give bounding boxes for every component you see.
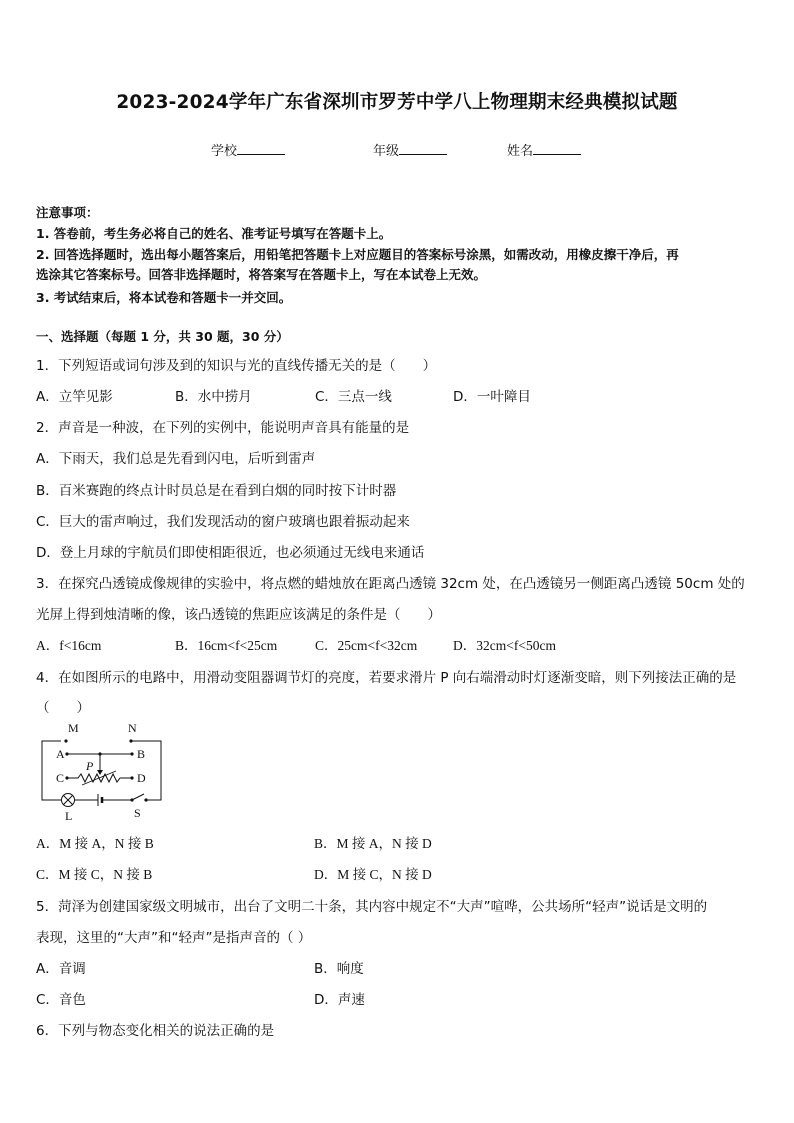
- question-stem: 3．在探究凸透镜成像规律的实验中，将点燃的蜡烛放在距离凸透镜 32cm 处，在凸透镜另一侧距离凸透镜 50cm 处的: [36, 576, 745, 592]
- slider-arrow: [97, 770, 103, 775]
- grade-blank[interactable]: [399, 142, 447, 155]
- question-stem: 4．在如图所示的电路中，用滑动变阻器调节灯的亮度，若要求滑片 P 向右端滑动时灯逐渐变暗，则下列接法正确的是: [36, 670, 737, 686]
- note-item: 2. 回答选择题时，选出每小题答案后，用铅笔把答题卡上对应题目的答案标号涂黑，如需改动，用橡皮擦干净后，再: [36, 247, 679, 262]
- notes-heading: 注意事项：: [36, 205, 99, 220]
- option-b[interactable]: B．水中捞月: [175, 389, 252, 405]
- option-b[interactable]: B．M 接 A，N 接 D: [314, 836, 432, 851]
- option-d[interactable]: D．声速: [314, 992, 365, 1008]
- question-stem: 5．菏泽为创建国家级文明城市，出台了文明二十条，其内容中规定不“大声”喧哗，公共场所“轻声”说话是文明的: [36, 899, 708, 915]
- grade-label: 年级: [373, 144, 400, 159]
- option-a[interactable]: A．下雨天，我们总是先看到闪电，后听到雷声: [36, 451, 316, 467]
- label-m: M: [68, 721, 79, 735]
- option-d[interactable]: D．M 接 C，N 接 D: [314, 867, 432, 882]
- option-a[interactable]: A．音调: [36, 961, 86, 977]
- circuit-diagram: [36, 718, 166, 824]
- option-a[interactable]: A．f<16cm: [36, 638, 102, 653]
- label-l: L: [65, 809, 73, 823]
- option-d[interactable]: D．登上月球的宇航员们即使相距很近，也必须通过无线电来通话: [36, 545, 425, 561]
- label-b: B: [137, 747, 146, 761]
- option-a[interactable]: A．立竿见影: [36, 389, 113, 405]
- option-b[interactable]: B．百米赛跑的终点计时员总是在看到白烟的同时按下计时器: [36, 483, 397, 499]
- school-blank[interactable]: [237, 142, 285, 155]
- terminal-m: [64, 739, 67, 742]
- grade-field[interactable]: [373, 140, 447, 159]
- terminal-n: [129, 739, 132, 742]
- option-a[interactable]: A．M 接 A，N 接 B: [36, 836, 154, 851]
- label-c: C: [56, 771, 65, 785]
- name-field[interactable]: [507, 140, 581, 159]
- label-a: A: [56, 747, 65, 761]
- option-c[interactable]: C．M 接 C，N 接 B: [36, 867, 153, 882]
- note-item: 3. 考试结束后，将本试卷和答题卡一并交回。: [36, 290, 292, 305]
- question-stem: 1．下列短语或词句涉及到的知识与光的直线传播无关的是（ ）: [36, 358, 437, 374]
- school-field[interactable]: [211, 140, 285, 159]
- label-d: D: [137, 771, 146, 785]
- option-c[interactable]: C．三点一线: [315, 389, 392, 405]
- question-stem-cont: 表现，这里的“大声”和“轻声”是指声音的（ ）: [36, 930, 312, 946]
- label-s: S: [134, 806, 141, 820]
- option-b[interactable]: B．响度: [314, 961, 364, 977]
- section-heading: 一、选择题（每题 1 分，共 30 题，30 分）: [36, 329, 289, 344]
- page-title: 2023-2024学年广东省深圳市罗芳中学八上物理期末经典模拟试题: [116, 92, 678, 113]
- label-p: P: [86, 759, 94, 773]
- question-stem: 2．声音是一种波，在下列的实例中，能说明声音具有能量的是: [36, 420, 410, 436]
- question-stem-cont: （ ）: [36, 700, 90, 716]
- option-b[interactable]: B．16cm<f<25cm: [175, 638, 278, 653]
- option-c[interactable]: C．25cm<f<32cm: [315, 638, 418, 653]
- note-item: 选涂其它答案标号。回答非选择题时，将答案写在答题卡上，写在本试卷上无效。: [36, 267, 487, 282]
- wire-right: [131, 741, 161, 800]
- option-d[interactable]: D．32cm<f<50cm: [453, 638, 556, 653]
- name-label: 姓名: [507, 144, 534, 159]
- option-c[interactable]: C．音色: [36, 992, 86, 1008]
- question-stem-cont: 光屏上得到烛清晰的像，该凸透镜的焦距应该满足的条件是（ ）: [36, 607, 441, 623]
- note-item: 1. 答卷前，考生务必将自己的姓名、准考证号填写在答题卡上。: [36, 226, 392, 241]
- name-blank[interactable]: [533, 142, 581, 155]
- question-stem: 6．下列与物态变化相关的说法正确的是: [36, 1023, 275, 1039]
- label-n: N: [128, 721, 137, 735]
- school-label: 学校: [211, 144, 238, 159]
- option-d[interactable]: D．一叶障目: [453, 389, 531, 405]
- option-c[interactable]: C．巨大的雷声响过，我们发现活动的窗户玻璃也跟着振动起来: [36, 514, 410, 530]
